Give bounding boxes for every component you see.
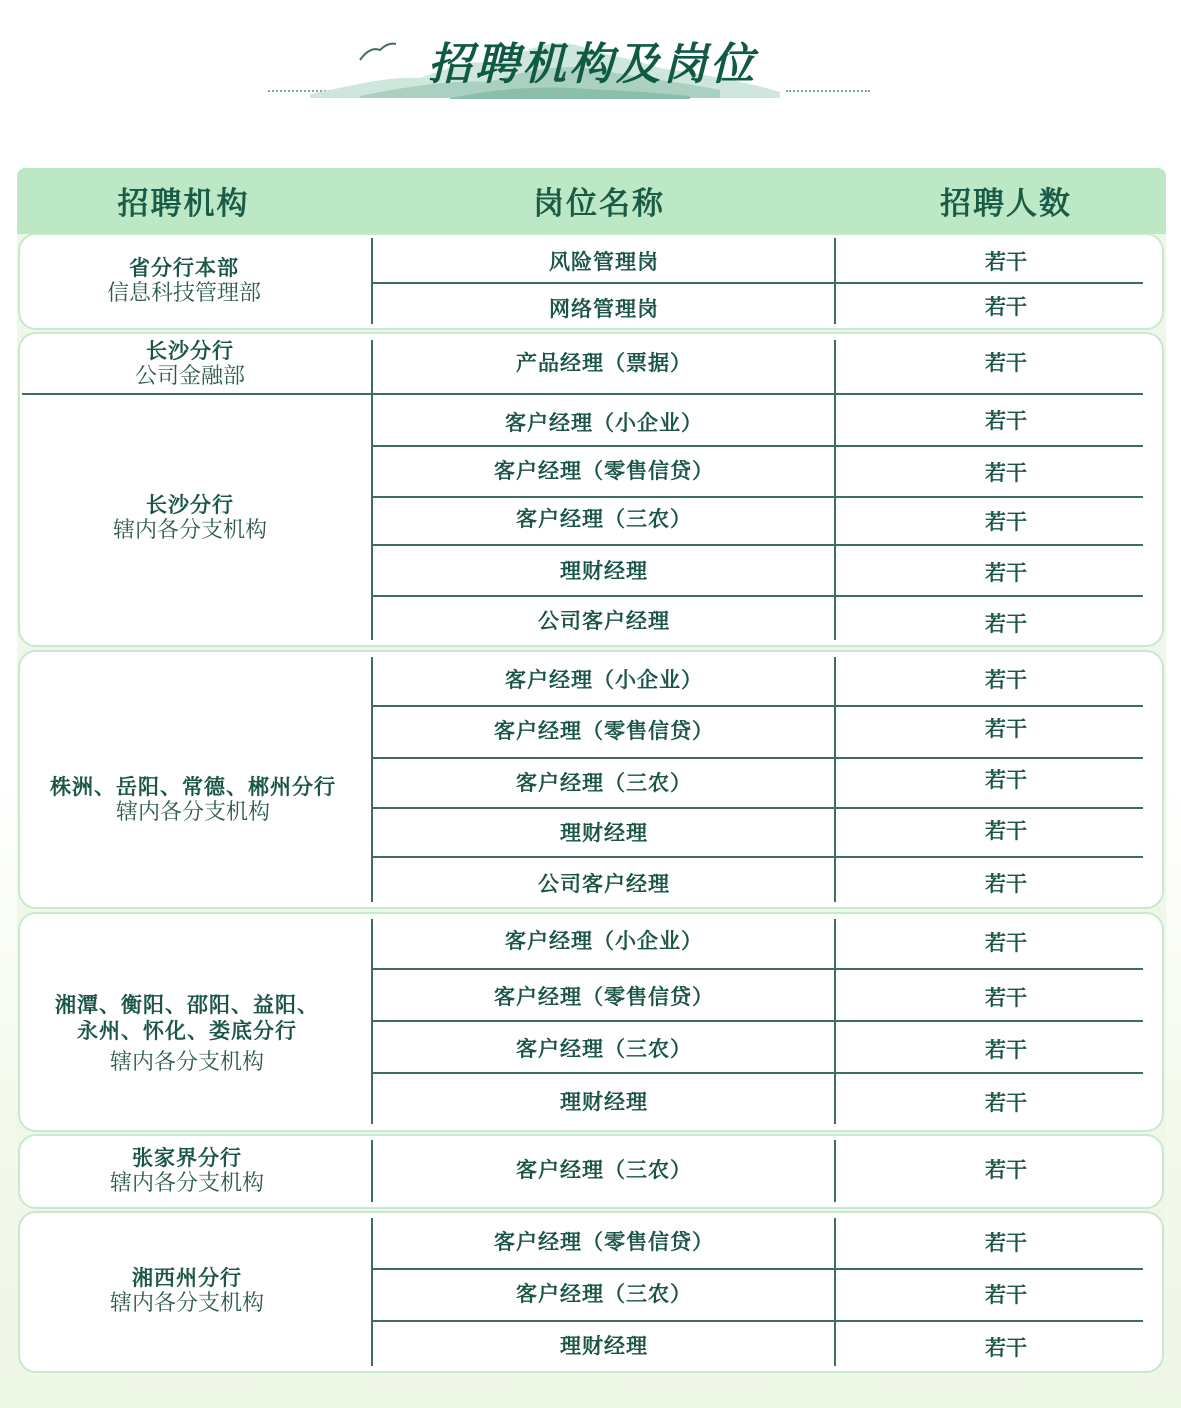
position-name: 理财经理: [560, 559, 648, 583]
headcount: 若干: [985, 295, 1027, 319]
row-divider: [373, 1320, 1143, 1322]
headcount: 若干: [985, 986, 1027, 1010]
headcount: 若干: [985, 1336, 1027, 1360]
headcount: 若干: [985, 1091, 1027, 1115]
org-name: 张家界分行: [132, 1146, 242, 1170]
org-name: 株洲、岳阳、常德、郴州分行: [50, 775, 336, 799]
page-title: 招聘机构及岗位: [428, 39, 757, 90]
page-header: [0, 0, 1181, 110]
row-divider: [373, 757, 1143, 759]
position-name: 公司客户经理: [538, 609, 670, 633]
position-name: 客户经理（小企业）: [505, 411, 703, 435]
org-dept: 辖内各分支机构: [109, 1291, 264, 1316]
row-divider: [373, 856, 1143, 858]
position-name: 客户经理（小企业）: [505, 668, 703, 692]
bird-icon: [358, 40, 398, 64]
header-org: 招聘机构: [117, 186, 250, 222]
org-cell: [20, 992, 354, 1076]
position-name: 理财经理: [560, 1334, 648, 1358]
headcount: 若干: [985, 1158, 1027, 1182]
headcount: 若干: [985, 561, 1027, 585]
position-name: 客户经理（零售信贷）: [494, 459, 714, 483]
row-divider: [373, 544, 1143, 546]
org-dept: 辖内各分支机构: [115, 800, 270, 825]
row-divider: [373, 1072, 1143, 1074]
headcount: 若干: [985, 872, 1027, 896]
headcount: 若干: [985, 931, 1027, 955]
headcount: 若干: [985, 1038, 1027, 1062]
position-name: 风险管理岗: [549, 250, 659, 274]
org-dept: 辖内各分支机构: [112, 518, 267, 543]
org-name: 湘西州分行: [132, 1266, 242, 1290]
headcount: 若干: [985, 510, 1027, 534]
row-divider: [373, 282, 1143, 284]
org-cell: [20, 255, 348, 307]
header-count: 招聘人数: [940, 186, 1072, 222]
org-cell: [20, 338, 360, 390]
headcount: 若干: [985, 612, 1027, 636]
position-name: 客户经理（小企业）: [505, 929, 703, 953]
org-dept: 信息科技管理部: [106, 281, 261, 306]
position-name: 理财经理: [560, 1090, 648, 1114]
row-divider: [373, 968, 1143, 970]
position-name: 客户经理（三农）: [516, 1282, 692, 1306]
position-name: 客户经理（零售信贷）: [494, 1230, 714, 1254]
org-name: 永州、怀化、娄底分行: [77, 1019, 297, 1043]
org-cell: [20, 1265, 354, 1317]
position-name: 客户经理（零售信贷）: [494, 719, 714, 743]
headcount: 若干: [985, 409, 1027, 433]
row-divider: [373, 496, 1143, 498]
headcount: 若干: [985, 1283, 1027, 1307]
position-name: 客户经理（三农）: [516, 1037, 692, 1061]
org-cell: [20, 492, 360, 544]
org-cell: [20, 774, 366, 826]
org-name: 湘潭、衡阳、邵阳、益阳、: [55, 993, 319, 1017]
headcount: 若干: [985, 250, 1027, 274]
position-name: 客户经理（三农）: [516, 771, 692, 795]
headcount: 若干: [985, 1231, 1027, 1255]
header-position: 岗位名称: [533, 186, 665, 222]
row-divider: [373, 1268, 1143, 1270]
position-name: 客户经理（三农）: [516, 1158, 692, 1182]
row-divider: [22, 393, 1143, 395]
headcount: 若干: [985, 351, 1027, 375]
position-name: 公司客户经理: [538, 872, 670, 896]
row-divider: [373, 807, 1143, 809]
row-divider: [373, 445, 1143, 447]
org-cell: [20, 1145, 354, 1197]
headcount: 若干: [985, 768, 1027, 792]
position-name: 网络管理岗: [549, 297, 659, 321]
org-name: 长沙分行: [146, 493, 234, 517]
right-dotted-divider: [786, 90, 870, 92]
row-divider: [373, 595, 1143, 597]
org-dept: 公司金融部: [134, 364, 245, 389]
position-name: 客户经理（三农）: [516, 507, 692, 531]
org-name: 省分行本部: [129, 256, 239, 280]
org-dept: 辖内各分支机构: [109, 1050, 264, 1075]
headcount: 若干: [985, 668, 1027, 692]
headcount: 若干: [985, 819, 1027, 843]
org-dept: 辖内各分支机构: [109, 1171, 264, 1196]
position-name: 产品经理（票据）: [516, 351, 692, 375]
position-name: 客户经理（零售信贷）: [494, 985, 714, 1009]
headcount: 若干: [985, 461, 1027, 485]
row-divider: [373, 1020, 1143, 1022]
position-name: 理财经理: [560, 821, 648, 845]
headcount: 若干: [985, 717, 1027, 741]
org-name: 长沙分行: [146, 339, 234, 363]
row-divider: [373, 705, 1143, 707]
